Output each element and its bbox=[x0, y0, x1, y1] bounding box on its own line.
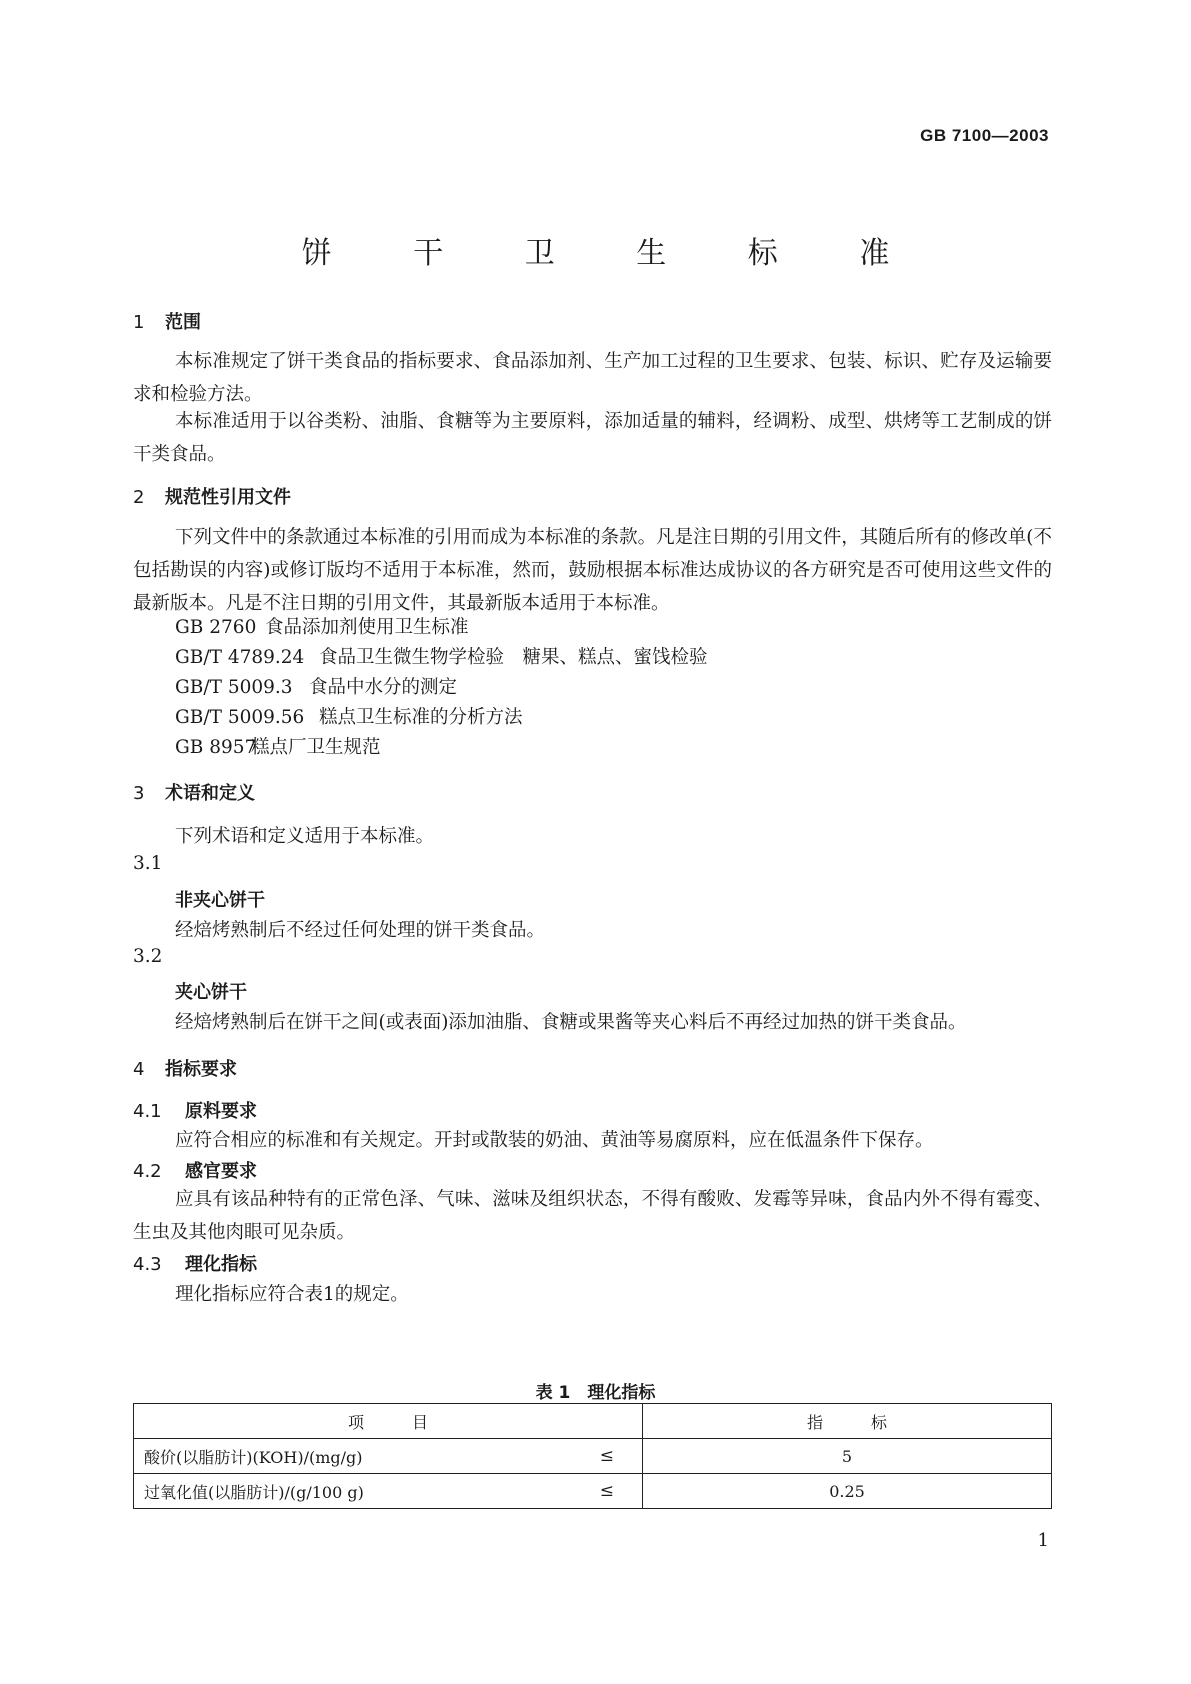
reference-name: 食品卫生微生物学检验 糖果、糕点、蜜饯检验 bbox=[319, 647, 708, 668]
subsection-4-1-heading bbox=[133, 1097, 257, 1123]
reference-name: 糕点卫生标准的分析方法 bbox=[319, 707, 523, 728]
section-1-heading bbox=[133, 308, 201, 334]
subsection-4-1-text: 应符合相应的标准和有关规定。开封或散装的奶油、黄油等易腐原料，应在低温条件下保存。 bbox=[175, 1130, 934, 1151]
term-name: 夹心饼干 bbox=[175, 982, 247, 1003]
reference-item bbox=[175, 703, 523, 729]
subsection-4-3-heading bbox=[133, 1250, 257, 1276]
table-row bbox=[134, 1439, 1052, 1474]
section-3-intro: 下列术语和定义适用于本标准。 bbox=[175, 826, 435, 847]
subsection-title: 感官要求 bbox=[185, 1161, 257, 1182]
term-definition: 经焙烤熟制后不经过任何处理的饼干类食品。 bbox=[175, 920, 546, 941]
reference-item bbox=[175, 643, 708, 669]
reference-code: GB/T 4789.24 bbox=[175, 647, 305, 668]
section-number: 4 bbox=[133, 1059, 145, 1080]
comparison-operator: ≤ bbox=[599, 1481, 614, 1501]
reference-name: 食品中水分的测定 bbox=[309, 677, 458, 698]
reference-item bbox=[175, 673, 457, 699]
table-row bbox=[134, 1474, 1052, 1509]
table-caption: 表 1 理化指标 bbox=[535, 1383, 656, 1403]
reference-code: GB 2760 bbox=[175, 617, 257, 638]
section-number: 1 bbox=[133, 312, 145, 333]
section-title: 术语和定义 bbox=[165, 783, 255, 804]
section-2-paragraph: 下列文件中的条款通过本标准的引用而成为本标准的条款。凡是注日期的引用文件，其随后所有的修改单(不包括勘误的内容)或修订版均不适用于本标准，然而，鼓励根据本标准达成协议的各方研究是否可使用这些文件的最新版本。凡是不注日期的引用文件，其最新版本适用于本标准。 bbox=[133, 527, 1052, 614]
column-header-item: 项 目 bbox=[134, 1404, 643, 1439]
section-title: 范围 bbox=[165, 312, 201, 333]
reference-code: GB 8957 bbox=[175, 737, 257, 758]
subsection-number: 4.1 bbox=[133, 1101, 162, 1122]
reference-name: 食品添加剂使用卫生标准 bbox=[265, 617, 469, 638]
spec-table bbox=[133, 1403, 1052, 1509]
item-label: 过氧化值(以脂肪计)/(g/100 g) bbox=[144, 1482, 364, 1502]
term-name: 非夹心饼干 bbox=[175, 890, 265, 911]
term-number: 3.2 bbox=[133, 946, 163, 967]
standard-code: GB 7100—2003 bbox=[920, 126, 1049, 145]
subsection-4-2-text: 应具有该品种特有的正常色泽、气味、滋味及组织状态，不得有酸败、发霉等异味，食品内外不得有霉变、生虫及其他肉眼可见杂质。 bbox=[133, 1189, 1052, 1243]
document-title: 饼 干 卫 生 标 准 bbox=[301, 236, 926, 271]
section-title: 指标要求 bbox=[165, 1059, 237, 1080]
subsection-number: 4.2 bbox=[133, 1161, 162, 1182]
reference-name: 糕点厂卫生规范 bbox=[251, 737, 381, 758]
term-number: 3.1 bbox=[133, 853, 163, 874]
item-label: 酸价(以脂肪计)(KOH)/(mg/g) bbox=[144, 1447, 363, 1467]
table-header-row bbox=[134, 1404, 1052, 1439]
section-2-heading bbox=[133, 483, 291, 509]
section-3-heading bbox=[133, 779, 255, 805]
section-number: 3 bbox=[133, 783, 145, 804]
page-number: 1 bbox=[1037, 1530, 1049, 1551]
section-4-heading bbox=[133, 1055, 237, 1081]
reference-code: GB/T 5009.3 bbox=[175, 677, 293, 698]
term-definition: 经焙烤熟制后在饼干之间(或表面)添加油脂、食糖或果酱等夹心料后不再经过加热的饼干类食品。 bbox=[175, 1012, 967, 1033]
subsection-title: 原料要求 bbox=[185, 1101, 257, 1122]
reference-code: GB/T 5009.56 bbox=[175, 707, 305, 728]
section-number: 2 bbox=[133, 487, 145, 508]
subsection-title: 理化指标 bbox=[185, 1254, 257, 1275]
section-1-paragraph-1: 本标准规定了饼干类食品的指标要求、食品添加剂、生产加工过程的卫生要求、包装、标识、贮存及运输要求和检验方法。 bbox=[133, 351, 1052, 405]
table-cell-value: 5 bbox=[643, 1439, 1052, 1474]
section-1-paragraph-2: 本标准适用于以谷类粉、油脂、食糖等为主要原料，添加适量的辅料，经调粉、成型、烘烤等工艺制成的饼干类食品。 bbox=[133, 411, 1052, 465]
subsection-4-3-text: 理化指标应符合表1的规定。 bbox=[175, 1284, 409, 1305]
section-title: 规范性引用文件 bbox=[165, 487, 291, 508]
table-cell-item bbox=[134, 1439, 643, 1474]
column-header-value: 指 标 bbox=[643, 1404, 1052, 1439]
reference-item bbox=[175, 733, 381, 759]
table-cell-item bbox=[134, 1474, 643, 1509]
table-cell-value: 0.25 bbox=[643, 1474, 1052, 1509]
comparison-operator: ≤ bbox=[599, 1446, 614, 1466]
subsection-number: 4.3 bbox=[133, 1254, 162, 1275]
subsection-4-2-heading bbox=[133, 1157, 257, 1183]
reference-item bbox=[175, 613, 469, 639]
